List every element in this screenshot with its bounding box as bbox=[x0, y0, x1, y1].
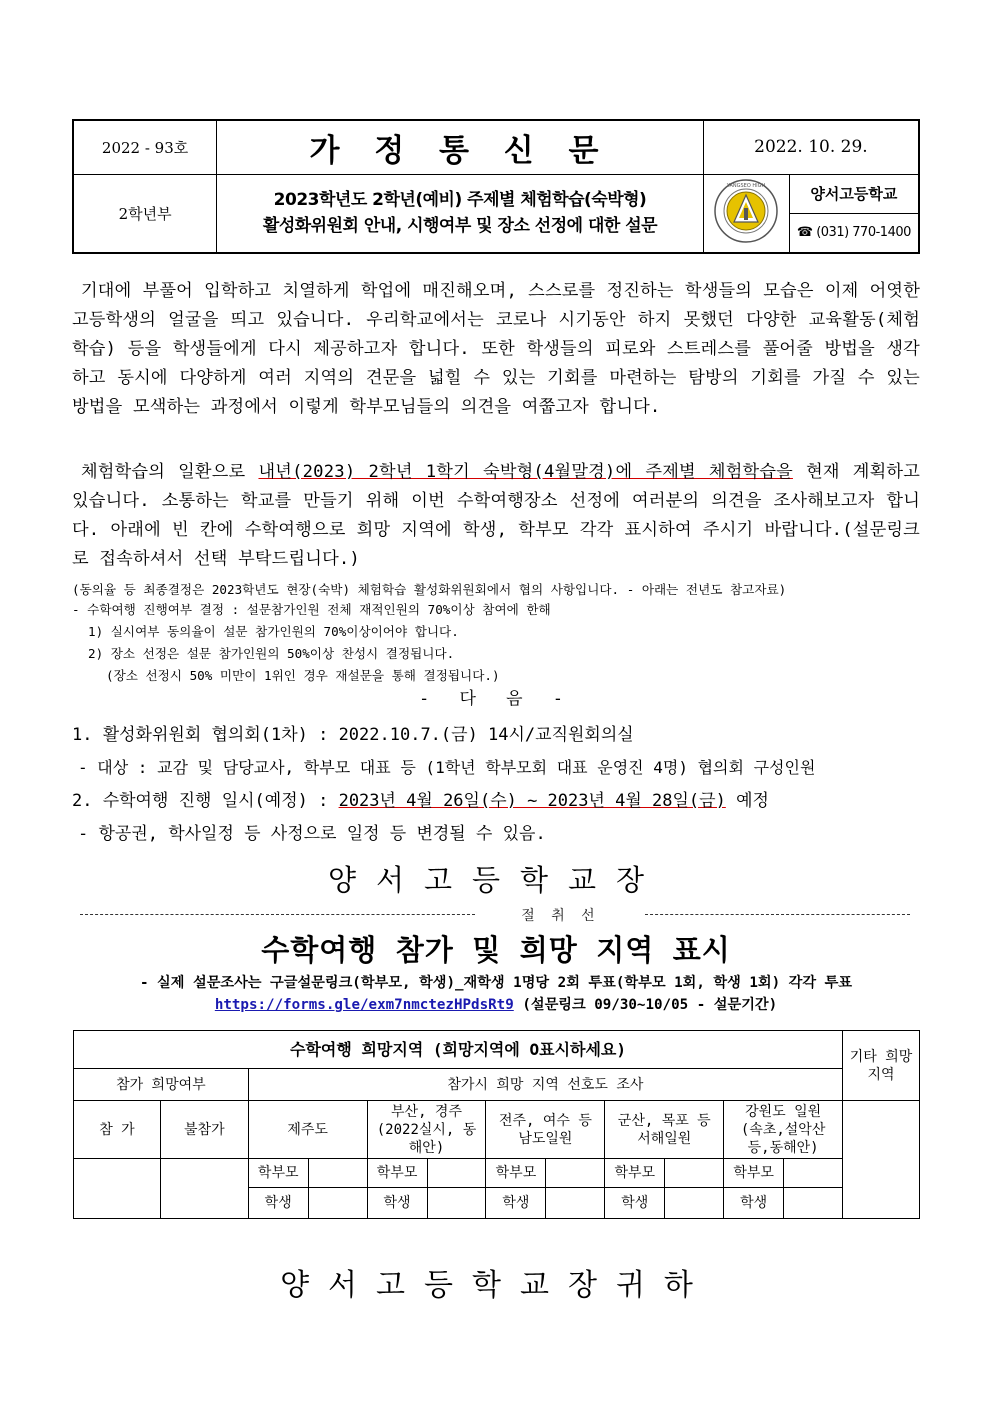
cut-line-label: 절 취 선 bbox=[521, 908, 599, 924]
col-absent: 불참가 bbox=[160, 1101, 248, 1159]
item-schedule-note: - 항공권, 학사일정 등 사정으로 일정 등 변경될 수 있음. bbox=[78, 824, 546, 844]
item-schedule-dates: 2023년 4월 26일(수) ~ 2023년 4월 28일(금) bbox=[338, 791, 726, 811]
region-seohae: 군산, 목포 등 서해일원 bbox=[605, 1101, 724, 1159]
other-region-header: 기타 희망지역 bbox=[843, 1031, 920, 1101]
decision-rule: - 수학여행 진행여부 결정 : 설문참가인원 전체 재적인원의 70%이상 참여에 한해 bbox=[72, 602, 551, 617]
col-attend: 참 가 bbox=[74, 1101, 161, 1159]
decision-rule-1: 1) 실시여부 동의율이 설문 참가인원의 70%이상이어야 합니다. bbox=[88, 624, 459, 639]
student-input[interactable] bbox=[784, 1188, 843, 1219]
item-schedule-post: 예정 bbox=[725, 791, 769, 811]
attend-input[interactable] bbox=[74, 1159, 161, 1219]
plan-paragraph bbox=[72, 458, 920, 574]
student-label: 학생 bbox=[605, 1188, 665, 1219]
cut-line-left bbox=[80, 914, 475, 915]
region-gangwon: 강원도 일원 (속초,설악산 등,동해안) bbox=[724, 1101, 843, 1159]
survey-table bbox=[73, 1030, 920, 1219]
absent-input[interactable] bbox=[160, 1159, 248, 1219]
item-schedule-pre: 2. 수학여행 진행 일시(예정) : bbox=[72, 791, 339, 811]
student-input[interactable] bbox=[546, 1188, 605, 1219]
parent-label: 학부모 bbox=[486, 1159, 546, 1188]
daeum-heading: - 다 음 - bbox=[418, 689, 574, 709]
issue-number: 2022 - 93호 bbox=[73, 120, 217, 174]
item-committee-target: - 대상 : 교감 및 담당교사, 학부모 대표 등 (1학년 학부모회 대표 운영진 4명) 협의회 구성인원 bbox=[78, 758, 816, 777]
plan-paragraph-post: 현재 계획하고 있습니다. 소통하는 학교를 만들기 위해 이번 수학여행장소 선정에 여러분의 의견을 조사해보고자 합니다. 아래에 빈 칸에 수학여행으로 희망 지역에 학생, 학부모 각각 표시하여 주시기 바랍니다.(설문링크로 접속하셔서 선택 부탁드립니다.) bbox=[72, 462, 921, 569]
decision-rule-2: 2) 장소 선정은 설문 참가인원의 50%이상 찬성시 결정됩니다. bbox=[88, 646, 455, 661]
survey-title: 수학여행 참가 및 희망 지역 표시 bbox=[261, 933, 731, 967]
school-seal-icon bbox=[713, 178, 779, 244]
school-name: 양서고등학교 bbox=[790, 175, 918, 214]
school-info-cell bbox=[789, 174, 919, 253]
parent-input[interactable] bbox=[427, 1159, 486, 1188]
region-jeju: 제주도 bbox=[248, 1101, 367, 1159]
survey-note: - 실제 설문조사는 구글설문링크(학부모, 학생)_재학생 1명당 2회 투표(학부모 1회, 학생 1회) 각각 투표 bbox=[139, 975, 853, 991]
survey-period: (설문링크 09/30~10/05 - 설문기간) bbox=[513, 997, 778, 1013]
student-label: 학생 bbox=[724, 1188, 784, 1219]
decision-rule-3: (장소 선정시 50% 미만이 1위인 경우 재설문을 통해 결정됩니다.) bbox=[106, 668, 500, 683]
plan-paragraph-pre: 체험학습의 일환으로 bbox=[81, 462, 259, 482]
decision-note: (동의율 등 최종결정은 2023학년도 현장(숙박) 체험학습 활성화위원회에서 협의 사항입니다. - 아래는 전년도 참고자료) bbox=[72, 582, 787, 597]
intro-paragraph: 기대에 부풀어 입학하고 치열하게 학업에 매진해오며, 스스로를 정진하는 학생들의 모습은 이제 어엿한 고등학생의 얼굴을 띄고 있습니다. 우리학교에서는 코로나 시기동안 하지 못했던 다양한 교육활동(체험학습) 등을 학생들에게 다시 제공하고자 합니다. 또한 학생들의 피로와 스트레스를 풀어줄 방법을 생각하고 동시에 다양하게 여러 지역의 견문을 넓힐 수 있는 기회를 마련하는 탐방의 기회를 가질 수 있는 방법을 모색하는 과정에서 이렇게 학부모님들의 의견을 여쭙고자 합니다. bbox=[72, 281, 920, 417]
parent-label: 학부모 bbox=[248, 1159, 308, 1188]
parent-label: 학부모 bbox=[605, 1159, 665, 1188]
participate-header: 참가 희망여부 bbox=[74, 1069, 249, 1101]
item-committee: 1. 활성화위원회 협의회(1차) : 2022.10.7.(금) 14시/교직원회의실 bbox=[72, 725, 634, 745]
student-label: 학생 bbox=[367, 1188, 427, 1219]
document-title: 가 정 통 신 문 bbox=[217, 120, 704, 174]
student-input[interactable] bbox=[427, 1188, 486, 1219]
student-label: 학생 bbox=[486, 1188, 546, 1219]
student-label: 학생 bbox=[248, 1188, 308, 1219]
region-busan: 부산, 경주 (2022실시, 동해안) bbox=[367, 1101, 486, 1159]
subject-line-1: 2023학년도 2학년(예비) 주제별 체험학습(숙박형) bbox=[273, 190, 647, 210]
survey-link-line bbox=[0, 994, 992, 1014]
parent-label: 학부모 bbox=[367, 1159, 427, 1188]
cut-line-right bbox=[645, 914, 910, 915]
region-namdo: 전주, 여수 등 남도일원 bbox=[486, 1101, 605, 1159]
plan-highlight: 내년(2023) 2학년 1학기 숙박형(4월말경)에 주제별 체험학습을 bbox=[258, 462, 793, 482]
parent-input[interactable] bbox=[784, 1159, 843, 1188]
parent-input[interactable] bbox=[308, 1159, 367, 1188]
school-phone: ☎ (031) 770-1400 bbox=[796, 224, 911, 240]
school-seal-cell bbox=[703, 174, 789, 253]
subject-line-2: 활성화위원회 안내, 시행여부 및 장소 선정에 대한 설문 bbox=[262, 216, 658, 236]
parent-input[interactable] bbox=[665, 1159, 724, 1188]
parent-label: 학부모 bbox=[724, 1159, 784, 1188]
other-region-input[interactable] bbox=[843, 1101, 920, 1219]
svg-text:YANGSEO HIGH: YANGSEO HIGH bbox=[727, 183, 766, 189]
student-input[interactable] bbox=[665, 1188, 724, 1219]
subject-cell bbox=[217, 174, 704, 253]
parent-input[interactable] bbox=[546, 1159, 605, 1188]
principal-signature: 양서고등학교장 bbox=[327, 863, 665, 897]
footer-addressee: 양서고등학교장귀하 bbox=[280, 1268, 712, 1303]
preference-header: 참가시 희망 지역 선호도 조사 bbox=[248, 1069, 842, 1101]
cut-line bbox=[80, 905, 910, 923]
survey-main-header: 수학여행 희망지역 (희망지역에 O표시하세요) bbox=[74, 1031, 843, 1069]
item-schedule bbox=[72, 788, 769, 814]
student-input[interactable] bbox=[308, 1188, 367, 1219]
department: 2학년부 bbox=[73, 174, 217, 253]
issue-date: 2022. 10. 29. bbox=[703, 120, 919, 174]
survey-link[interactable]: https://forms.gle/exm7nmctezHPdsRt9 bbox=[214, 997, 514, 1013]
header-table bbox=[72, 119, 920, 254]
